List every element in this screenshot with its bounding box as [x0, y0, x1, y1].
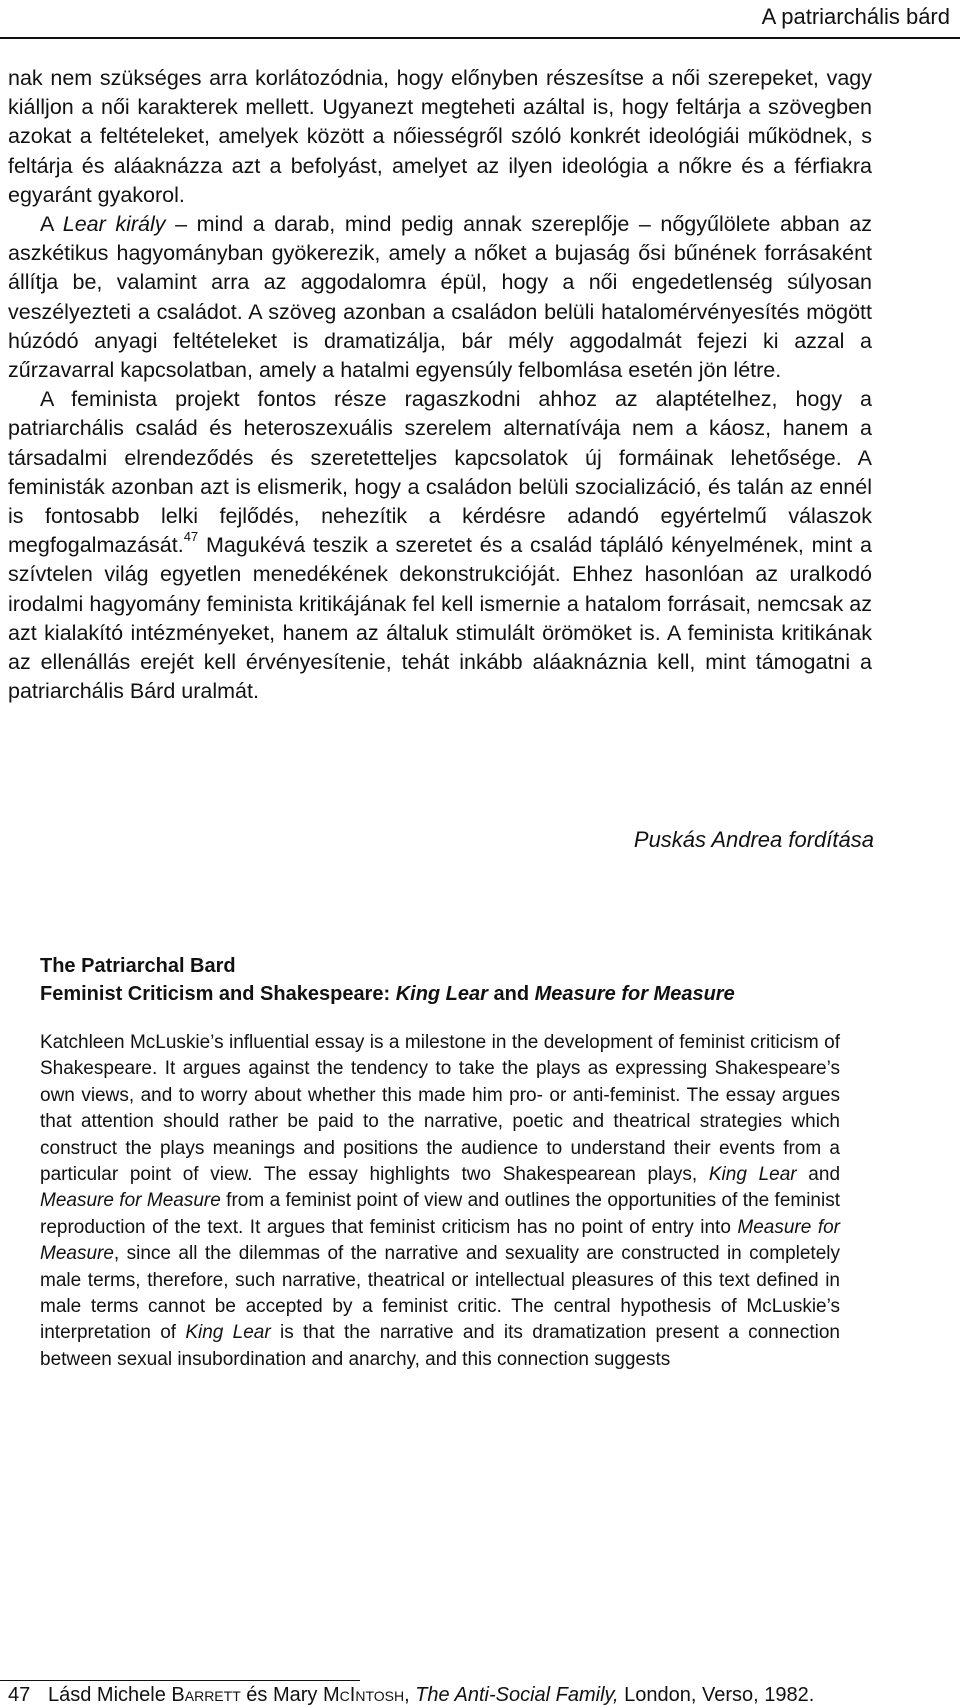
paragraph-3-text-b: Magukévá teszik a szeretet és a család tápláló kényelmének, mint a szívtelen világ egyetlen menedékének dekonstrukcióját. Ehhez hasonlóan az uralkodó irodalmi hagyomány feminista kritikájának fel kell ismernie a hatalom forrásait, nemcsak az azt kialakító intézményeket, hanem az általuk stimulált örömöket is. A feminista kritikának az ellenállás erejét kell érvényesítenie, tehát inkább aláaknáznia kell, mint támogatni a patriarchális Bárd uralmát.	[8, 533, 872, 704]
abstract-part-b: King Lear	[708, 1164, 797, 1186]
abstract-heading	[40, 952, 880, 1008]
paragraph-1-text: nak nem szükséges arra korlátozódnia, hogy előnyben részesítse a női szerepeket, vagy kiálljon a női karakterek mellett. Ugyanezt megteheti azáltal is, hogy feltárja a szövegben azokat a feltételeket, amelyek között a nőiességről szóló konkrét ideológiái működnek, s feltárja és aláaknázza azt a befolyást, amelyet az ilyen ideológia a nőkre és a férfiakra egyaránt gyakorol.	[8, 66, 872, 207]
header-rule	[0, 37, 960, 39]
footnote-number: 47	[8, 1684, 31, 1706]
play-title-lear: Lear király	[62, 212, 166, 237]
abstract-title-part-a: Feminist Criticism and Shakespeare:	[40, 983, 396, 1005]
paragraph-2-text-a: A	[40, 212, 63, 237]
footnote-text-d: London, Verso, 1982.	[618, 1684, 815, 1706]
running-head: A patriarchális bárd	[761, 4, 950, 29]
abstract-part-h: King Lear	[185, 1322, 271, 1344]
footnote-author-2: McIntosh	[323, 1684, 405, 1706]
abstract-text	[40, 1030, 840, 1373]
abstract-part-c: and	[796, 1164, 841, 1186]
abstract-title-part-c: and	[487, 983, 535, 1005]
abstract-part-i: is that the narrative and its dramatization present a connection between sexual insubordination and anarchy, and this connection suggests	[40, 1322, 840, 1370]
abstract-part-d: Measure for Measure	[40, 1190, 221, 1212]
footnote-text-b: és Mary	[240, 1684, 323, 1706]
paragraph-3	[8, 385, 872, 706]
footnote-text-c: ,	[404, 1684, 416, 1706]
footnote-rule	[0, 1680, 360, 1681]
footnote-text-a: Lásd Michele	[48, 1684, 172, 1706]
abstract-title-line-2	[40, 980, 880, 1008]
paragraph-2	[8, 210, 872, 385]
footnote-author-1: Barrett	[171, 1684, 241, 1706]
paragraph-3-text-a: A feminista projekt fontos része ragaszkodni ahhoz az alaptételhez, hogy a patriarchális család és heteroszexuális szerelem alternatívája nem a káosz, hanem a társadalmi elrendeződés és szeretetteljes kapcsolatok új formáinak lehetősége. A feministák azonban azt is elismerik, hogy a családon belüli szocializáció, és talán az ennél is fontosabb lelki fejlődés, nehezítik a kérdésre adandó egyértelmű válaszok megfogalmazását.	[8, 387, 872, 558]
abstract-part-g: , since all the dilemmas of the narrative and sexuality are constructed in completely male terms, therefore, such narrative, theatrical or intellectual pleasures of this text defined in male terms cannot be accepted by a feminist critic. The central hypothesis of McLuskie’s interpretation of	[40, 1243, 840, 1344]
main-text	[8, 64, 872, 706]
abstract-title-part-d: Measure for Measure	[534, 983, 735, 1005]
abstract-title-line-1: The Patriarchal Bard	[40, 955, 236, 977]
footnote-reference[interactable]: 47	[183, 529, 199, 545]
paragraph-1	[8, 64, 872, 210]
footnote-book-title: The Anti-Social Family,	[415, 1684, 619, 1706]
translator-credit: Puskás Andrea fordítása	[633, 827, 874, 852]
abstract-part-f: Measure for Measure	[40, 1216, 841, 1265]
abstract-part-a: Katchleen McLuskie’s influential essay is a milestone in the development of feminist criticism of Shakespeare. It argues against the tendency to take the plays as expressing Shakespeare’s own views, and to worry about whether this made him pro- or anti-feminist. The essay argues that attention should rather be paid to the narrative, poetic and theatrical strategies which construct the plays meanings and positions the audience to understand their events from a particular point of view. The essay highlights two Shakespearean plays,	[40, 1032, 840, 1186]
abstract-title-part-b: King Lear	[395, 983, 488, 1005]
paragraph-2-text-b: – mind a darab, mind pedig annak szereplője – nőgyűlölete abban az aszkétikus hagyományban gyökerezik, amely a nőket a bujaság ősi bűnének forrásaként állítja be, valamint arra az aggodalomra épül, hogy a női engedetlenség súlyosan veszélyezteti a családot. A szöveg azonban a családon belüli hatalomérvényesítés mögött húzódó anyagi feltételeket is dramatizálja, bár mély aggodalmát fejezi ki azzal a zűrzavarral kapcsolatban, amely a hatalmi egyensúly felbomlása esetén jön létre.	[8, 212, 872, 383]
abstract-part-e: from a feminist point of view and outlines the opportunities of the feminist reproduction of the text. It argues that feminist criticism has no point of entry into	[40, 1190, 841, 1238]
footnote-47	[8, 1682, 872, 1708]
